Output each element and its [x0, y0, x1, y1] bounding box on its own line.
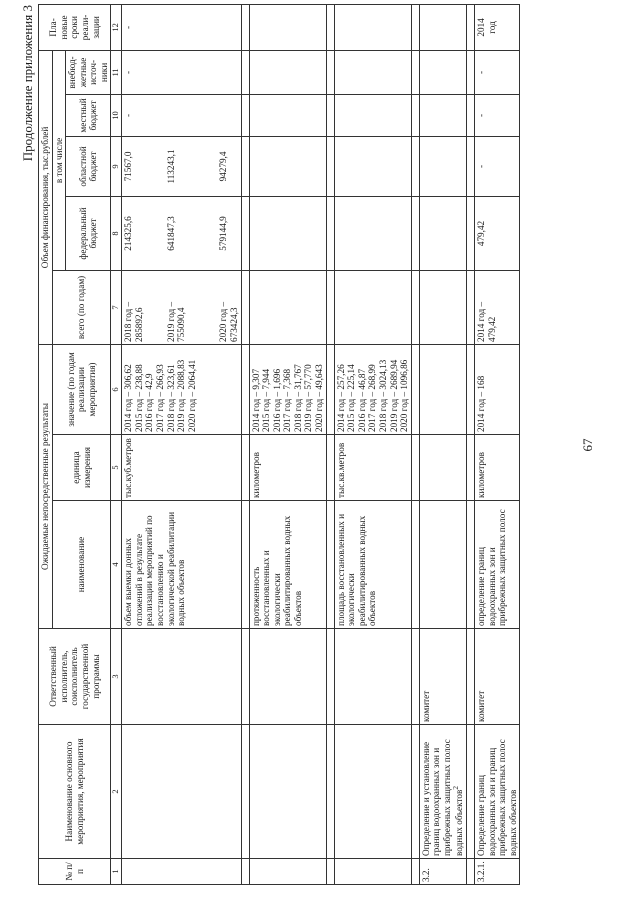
local-budget: - — [475, 94, 520, 136]
line: 2018 год – — [123, 301, 134, 342]
line — [208, 273, 219, 342]
table-row — [419, 4, 466, 884]
line — [176, 199, 187, 268]
line — [134, 199, 145, 268]
extra-budget: - — [122, 50, 241, 94]
line: 113243,1 — [165, 149, 176, 184]
col-loc-header: местный бюджет — [66, 94, 111, 136]
table-row — [249, 4, 326, 884]
col-expected-group: Ожидаемые непосредственные результаты — [39, 344, 53, 628]
line — [144, 139, 155, 194]
row-number: 3.2. — [419, 859, 466, 885]
col-executor-header: Ответственный исполнитель, соисполнитель государственной программы — [39, 629, 111, 725]
col-exp-name-header: наименование — [52, 501, 111, 629]
line: 2020 год – 49,643 — [314, 364, 325, 432]
line: 2014 год – — [476, 301, 487, 342]
terms: - — [122, 4, 241, 50]
table-row — [475, 4, 520, 884]
line — [197, 139, 208, 194]
line — [176, 139, 187, 194]
line — [197, 273, 208, 342]
line: 214325,6 — [123, 216, 134, 251]
result-values — [249, 344, 326, 434]
line: 2014 — [476, 18, 487, 37]
line — [197, 199, 208, 268]
executor: комитет — [419, 629, 466, 725]
col-exp-value-header: значение (по годам реализации мероприятия) — [52, 344, 111, 434]
line: 2014 год – 9,307 — [250, 368, 261, 432]
col-number: 4 — [111, 501, 122, 629]
line: 2015 год – 7,944 — [261, 368, 272, 432]
header-row-1 — [39, 4, 53, 884]
line: 2017 год – 266,93 — [154, 364, 165, 432]
line: год — [486, 21, 497, 34]
line — [208, 139, 219, 194]
activity-name: Определение границ водоохранных зон и границ прибрежных защитных полос водных объектов — [475, 725, 520, 859]
col-number: 5 — [111, 435, 122, 501]
line — [187, 199, 198, 268]
line: 2020 год – 1096,86 — [399, 359, 410, 432]
result-values — [334, 344, 411, 434]
col-number: 1 — [111, 859, 122, 885]
line: 479,42 — [486, 316, 497, 342]
col-fed-header: федеральный бюджет — [66, 196, 111, 270]
result-unit: тыс.кв.метров — [334, 435, 411, 501]
line — [134, 139, 145, 194]
col-number: 6 — [111, 344, 122, 434]
result-name: объем выемки донных отложений в результате реализации мероприятий по восстановлению и экологической реабилитации водных объектов — [122, 501, 241, 629]
local-budget: - — [122, 94, 241, 136]
line: 94279,4 — [218, 151, 229, 182]
line: 2014 год – 257,26 — [335, 364, 346, 432]
col-number: 10 — [111, 94, 122, 136]
line: 641847,3 — [165, 216, 176, 251]
federal-budget: 479,42 — [475, 196, 520, 270]
line: 673424,3 — [229, 307, 240, 342]
col-number: 7 — [111, 270, 122, 344]
line — [144, 199, 155, 268]
col-number: 9 — [111, 136, 122, 196]
line: 2020 год – — [218, 301, 229, 342]
line: 2014 год – 306,62 — [123, 364, 134, 432]
line: 2016 год – 1,696 — [271, 368, 282, 432]
col-number: 8 — [111, 196, 122, 270]
rotated-page — [20, 5, 620, 885]
line: 2018 год – 3024,13 — [377, 359, 388, 432]
total-financing — [475, 270, 520, 344]
table-row — [122, 4, 241, 884]
executor: комитет — [475, 629, 520, 725]
line: 71567,0 — [123, 151, 134, 182]
line: 2017 год – 268,99 — [367, 364, 378, 432]
col-name-header: Наименование основного мероприятия, мероприятия — [39, 725, 111, 859]
extra-budget: - — [475, 50, 520, 94]
line — [155, 199, 166, 268]
line: 2017 год – 7,368 — [282, 368, 293, 432]
col-number: 12 — [111, 4, 122, 50]
col-incl-header: в том числе — [52, 50, 66, 270]
line: 2015 год – 225,14 — [346, 364, 357, 432]
col-number: 11 — [111, 50, 122, 94]
result-name: протяженность восстановленных и экологически реабилитированных водных объектов — [249, 501, 326, 629]
line: 2019 год – 57,770 — [303, 364, 314, 432]
result-unit: километров — [249, 435, 326, 501]
line — [187, 273, 198, 342]
line: 2019 год – 2088,83 — [176, 359, 187, 432]
regional-budget: - — [475, 136, 520, 196]
col-number: 3 — [111, 629, 122, 725]
line: 2019 год – — [165, 301, 176, 342]
terms — [475, 4, 520, 50]
activity-name: Определение и установление границ водоохранных зон и прибрежных защитных полос водных объектов$^2$ — [419, 725, 466, 859]
col-financing-group: Объем финансирования, тыс.рублей — [39, 50, 53, 344]
col-number: 2 — [111, 725, 122, 859]
line: 755090,4 — [176, 307, 187, 342]
page-number: 67 — [580, 438, 595, 452]
result-unit: километров — [475, 435, 520, 501]
financing-table — [38, 4, 520, 885]
result-name: площадь восстановленных и экологически реабилитированных водных объектов — [334, 501, 411, 629]
col-terms-header: Пла-новые сроки реали-зации — [39, 4, 111, 50]
line — [144, 273, 155, 342]
line: 285892,6 — [133, 307, 144, 342]
line: 2019 год – 2689,94 — [388, 359, 399, 432]
line: 2020 год – 2064,41 — [186, 359, 197, 432]
line: 2018 год – 31,767 — [292, 364, 303, 432]
line — [187, 139, 198, 194]
result-unit: тыс.куб.метров — [122, 435, 241, 501]
federal-budget — [122, 196, 241, 270]
total-financing — [122, 270, 241, 344]
line: 2018 год – 323,61 — [165, 364, 176, 432]
col-total-header: всего (по годам) — [52, 270, 111, 344]
col-exp-unit-header: единица измерения — [52, 435, 111, 501]
regional-budget — [122, 136, 241, 196]
result-name: определение границ водоохранных зон и прибрежных защитных полос — [475, 501, 520, 629]
line — [155, 139, 166, 194]
line — [208, 199, 219, 268]
col-reg-header: областной бюджет — [66, 136, 111, 196]
footnote-mark: 2 — [451, 785, 461, 790]
col-extra-header: внебюд-жетные источ-ники — [66, 50, 111, 94]
continuation-title: Продолжение приложения 3 — [20, 5, 35, 162]
table-row — [334, 4, 411, 884]
col-no-header: № п/п — [39, 859, 111, 885]
line: 2015 год – 238,88 — [133, 364, 144, 432]
row-number: 3.2.1. — [475, 859, 520, 885]
column-number-row — [111, 4, 122, 884]
line: 2016 год – 46,87 — [356, 368, 367, 432]
result-values: 2014 год – 168 — [475, 344, 520, 434]
line: 2016 год – 42,9 — [144, 373, 155, 432]
line: 579144,9 — [218, 216, 229, 251]
line — [155, 273, 166, 342]
result-values — [122, 344, 241, 434]
